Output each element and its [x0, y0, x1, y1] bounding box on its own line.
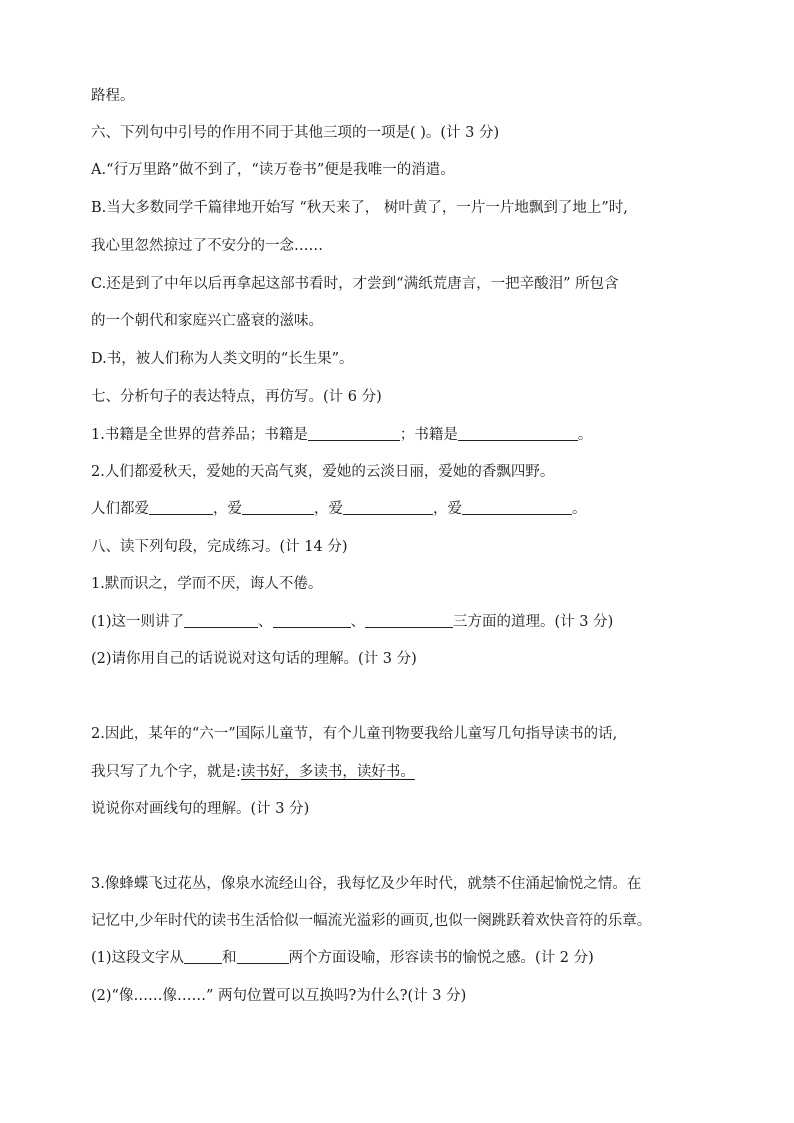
- option-d: D.书，被人们称为人类文明的“长生果”。: [91, 351, 354, 367]
- question-7-item-2: 2.人们都爱秋天，爱她的天高气爽，爱她的云淡日丽，爱她的香飘四野。: [91, 464, 555, 480]
- question-8-3-subquestion-2: (2)“像……像……” 两句位置可以互换吗?为什么?(计 3 分): [91, 988, 467, 1004]
- text-fragment: 、: [258, 614, 273, 630]
- answer-blank[interactable]: [184, 946, 222, 964]
- text-fragment: 1.书籍是全世界的营养品；书籍是: [91, 427, 308, 443]
- question-8-passage-1: 1.默而识之，学而不厌，诲人不倦。: [91, 576, 323, 592]
- text-fragment: ，爱: [314, 501, 343, 517]
- question-7-title: 七、分析句子的表达特点，再仿写。(计 6 分): [91, 389, 382, 405]
- question-8-1-subquestion-1: [91, 610, 754, 634]
- text-line: 路程。: [91, 88, 135, 104]
- text-fragment: 、: [350, 614, 366, 630]
- question-8-passage-3-line-2: 记忆中,少年时代的读书生活恰似一幅流光溢彩的画页,也似一阕跳跃着欢快音符的乐章。: [91, 913, 652, 929]
- answer-blank[interactable]: [149, 497, 213, 515]
- answer-blank[interactable]: [184, 610, 258, 628]
- option-b-line-1: B.当大多数同学千篇律地开始写 “秋天来了， 树叶黄了，一片一片地飘到了地上”时,: [91, 200, 628, 216]
- text-fragment: (1)这段文字从: [91, 950, 185, 966]
- question-8-2-prompt: 说说你对画线句的理解。(计 3 分): [91, 801, 310, 817]
- text-fragment: 。: [572, 501, 587, 517]
- answer-blank[interactable]: [308, 423, 400, 441]
- text-fragment: ，爱: [213, 501, 242, 517]
- question-8-1-subquestion-2: (2)请你用自己的话说说对这句话的理解。(计 3 分): [91, 651, 417, 667]
- answer-blank[interactable]: [242, 497, 314, 515]
- option-c-line-2: 的一个朝代和家庭兴亡盛衰的滋味。: [91, 313, 323, 329]
- text-fragment: 三方面的道理。(计 3 分): [453, 614, 614, 630]
- answer-blank[interactable]: [365, 610, 453, 628]
- answer-blank[interactable]: [237, 946, 289, 964]
- question-7-item-2-imitation: [91, 497, 754, 521]
- text-fragment: 我只写了九个字，就是:: [91, 764, 241, 780]
- text-fragment: (1)这一则讲了: [91, 614, 185, 630]
- text-fragment: ；书籍是: [399, 427, 458, 443]
- option-a: A.“行万里路”做不到了，“读万卷书”便是我唯一的消遣。: [91, 162, 455, 178]
- question-7-item-1: [91, 423, 754, 447]
- underlined-sentence: 读书好，多读书，读好书。: [240, 764, 415, 780]
- question-6-title: 六、下列句中引号的作用不同于其他三项的一项是( )。(计 3 分): [91, 125, 500, 141]
- question-8-passage-2-line-1: 2.因此，某年的“六一”国际儿童节，有个儿童刊物要我给儿童写几句指导读书的话,: [91, 726, 618, 742]
- question-8-3-subquestion-1: [91, 946, 754, 970]
- text-fragment: 和: [222, 950, 237, 966]
- option-c-line-1: C.还是到了中年以后再拿起这部书看时，才尝到“满纸荒唐言，一把辛酸泪” 所包含: [91, 276, 619, 292]
- answer-blank[interactable]: [343, 497, 433, 515]
- text-fragment: ，爱: [433, 501, 462, 517]
- question-8-title: 八、读下列句段，完成练习。(计 14 分): [91, 539, 348, 555]
- question-8-passage-2-line-2: [91, 760, 754, 784]
- text-fragment: 两个方面设喻，形容读书的愉悦之感。(计 2 分): [288, 950, 594, 966]
- question-8-passage-3-line-1: 3.像蜂蝶飞过花丛，像泉水流经山谷，我每忆及少年时代，就禁不住涌起愉悦之情。在: [91, 876, 642, 892]
- text-fragment: 。: [577, 427, 593, 443]
- answer-blank[interactable]: [462, 497, 572, 515]
- text-fragment: 人们都爱: [91, 501, 149, 517]
- answer-blank[interactable]: [273, 610, 351, 628]
- option-b-line-2: 我心里忽然掠过了不安分的一念……: [91, 238, 323, 254]
- answer-blank[interactable]: [458, 423, 578, 441]
